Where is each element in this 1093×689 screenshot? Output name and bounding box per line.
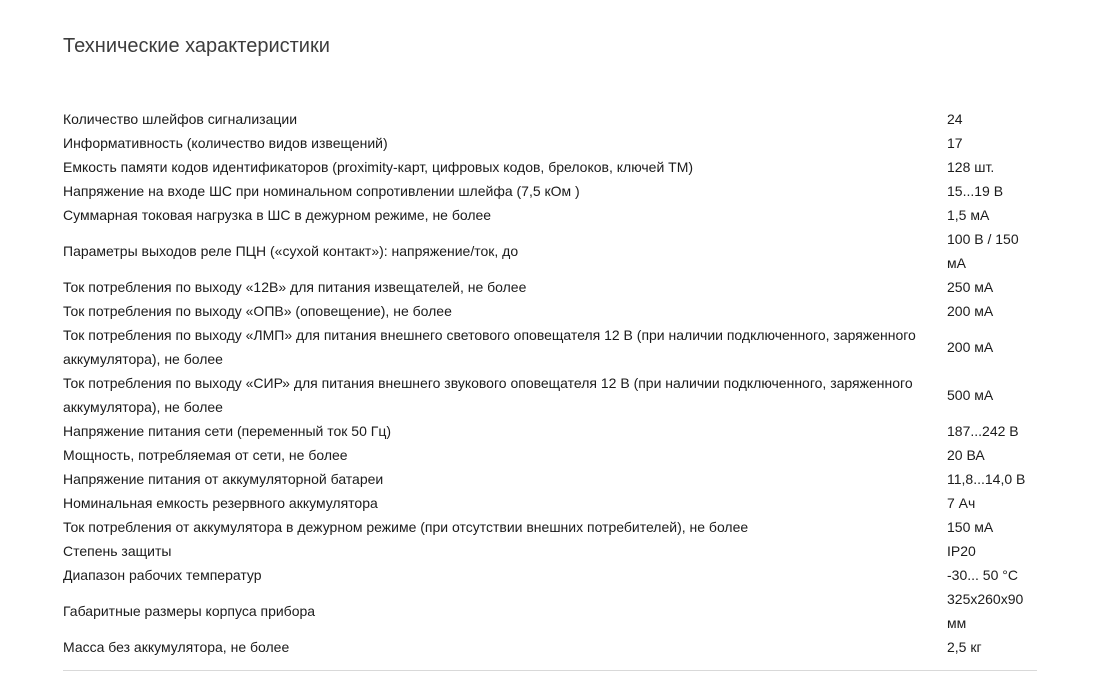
spec-row [63,443,1037,467]
specs-table [63,107,1037,671]
spec-value: 24 [947,111,963,127]
page-title: Технические характеристики [63,35,330,57]
spec-value: 128 шт. [947,159,995,175]
spec-value: 250 мА [947,279,994,295]
spec-value: 325х260х90 мм [947,591,1024,631]
spec-label: Ток потребления по выходу «СИР» для питания внешнего звукового оповещателя 12 В (при наличии подключенного, заряженного аккумулятора), не более [63,375,913,415]
spec-label: Ток потребления по выходу «ОПВ» (оповещение), не более [63,303,452,319]
spec-row [63,323,1037,371]
spec-value: 15...19 В [947,183,1004,199]
spec-label: Параметры выходов реле ПЦН («сухой контакт»): напряжение/ток, до [63,243,519,259]
spec-value: 20 ВА [947,447,985,463]
spec-row [63,275,1037,299]
spec-row [63,299,1037,323]
spec-label: Напряжение питания сети (переменный ток 50 Гц) [63,423,392,439]
spec-label: Ток потребления от аккумулятора в дежурном режиме (при отсутствии внешних потребителей), не более [63,519,749,535]
spec-row [63,419,1037,443]
spec-value: -30... 50 °С [947,567,1018,583]
spec-label: Габаритные размеры корпуса прибора [63,603,316,619]
spec-label: Диапазон рабочих температур [63,567,262,583]
spec-row [63,467,1037,491]
spec-row [63,227,1037,275]
spec-label: Ток потребления по выходу «ЛМП» для питания внешнего светового оповещателя 12 В (при наличии подключенного, заряженного аккумулятора), не более [63,327,916,367]
spec-value: 7 Ач [947,495,976,511]
spec-value: 11,8...14,0 В [947,471,1026,487]
spec-row [63,107,1037,131]
spec-value: 187...242 В [947,423,1019,439]
spec-label: Мощность, потребляемая от сети, не более [63,447,348,463]
spec-value: 200 мА [947,339,994,355]
spec-row [63,131,1037,155]
spec-row [63,179,1037,203]
spec-label: Напряжение питания от аккумуляторной батареи [63,471,384,487]
spec-value: 17 [947,135,963,151]
spec-label: Номинальная емкость резервного аккумулятора [63,495,378,511]
spec-label: Напряжение на входе ШС при номинальном сопротивлении шлейфа (7,5 кОм ) [63,183,580,199]
spec-row [63,515,1037,539]
spec-value: 500 мА [947,387,994,403]
spec-row [63,371,1037,419]
spec-value: IP20 [947,543,976,559]
spec-label: Степень защиты [63,543,172,559]
spec-row [63,203,1037,227]
spec-row [63,491,1037,515]
spec-label: Ток потребления по выходу «12В» для питания извещателей, не более [63,279,527,295]
spec-row [63,539,1037,563]
spec-label: Суммарная токовая нагрузка в ШС в дежурном режиме, не более [63,207,492,223]
spec-label: Емкость памяти кодов идентификаторов (proximity-карт, цифровых кодов, брелоков, ключей ТМ) [63,159,694,175]
spec-value: 100 В / 150 мА [947,231,1019,271]
spec-label: Масса без аккумулятора, не более [63,639,290,655]
bottom-divider [63,670,1037,671]
spec-row [63,587,1037,635]
spec-value: 150 мА [947,519,994,535]
spec-value: 200 мА [947,303,994,319]
spec-label: Количество шлейфов сигнализации [63,111,298,127]
spec-row [63,155,1037,179]
spec-row [63,563,1037,587]
spec-value: 1,5 мА [947,207,990,223]
spec-row [63,635,1037,659]
spec-label: Информативность (количество видов извещений) [63,135,388,151]
spec-value: 2,5 кг [947,639,982,655]
